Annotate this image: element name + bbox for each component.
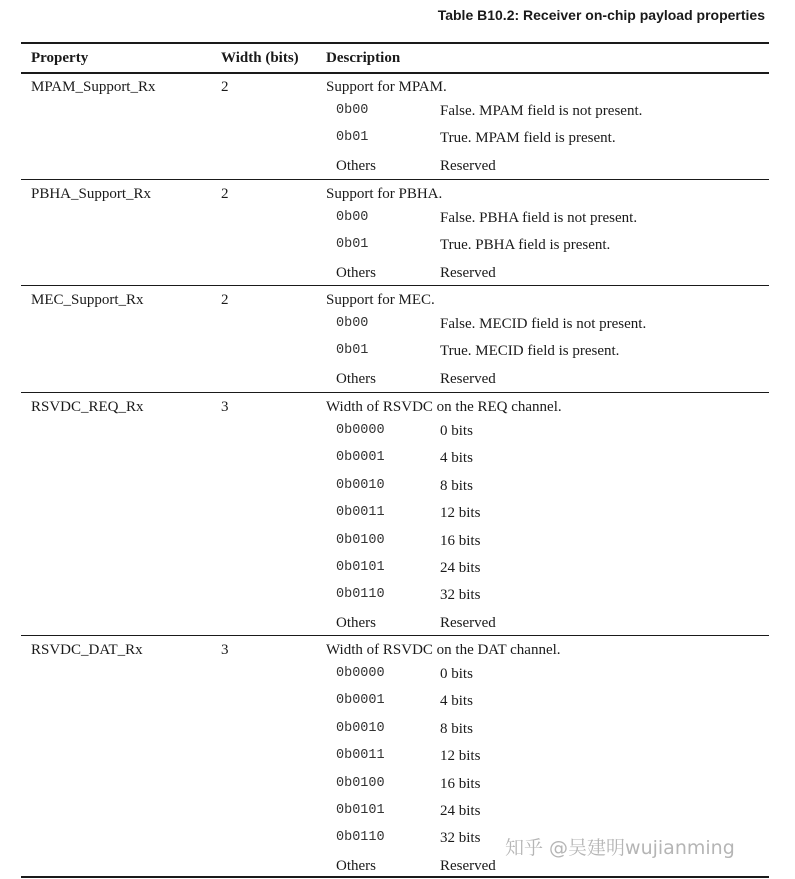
row-description: Support for MEC. bbox=[326, 292, 435, 308]
value-code: 0b0001 bbox=[336, 693, 385, 708]
value-code: 0b0101 bbox=[336, 803, 385, 818]
header-rule bbox=[21, 72, 769, 74]
value-meaning: True. MPAM field is present. bbox=[440, 130, 616, 146]
row-description: Width of RSVDC on the REQ channel. bbox=[326, 399, 562, 415]
value-code: 0b0100 bbox=[336, 776, 385, 791]
value-code: 0b01 bbox=[336, 237, 369, 252]
row-separator bbox=[21, 635, 769, 636]
value-code: Others bbox=[336, 615, 376, 631]
row-width: 2 bbox=[221, 292, 229, 308]
value-meaning: 4 bits bbox=[440, 693, 473, 709]
value-code: 0b0011 bbox=[336, 748, 385, 763]
value-meaning: 24 bits bbox=[440, 560, 481, 576]
row-description: Support for PBHA. bbox=[326, 186, 443, 202]
row-property: RSVDC_DAT_Rx bbox=[31, 642, 143, 658]
header-description: Description bbox=[326, 50, 401, 66]
value-code: 0b00 bbox=[336, 316, 369, 331]
row-width: 2 bbox=[221, 79, 229, 95]
value-meaning: False. MPAM field is not present. bbox=[440, 103, 643, 119]
value-meaning: False. MECID field is not present. bbox=[440, 316, 647, 332]
value-code: 0b0000 bbox=[336, 423, 385, 438]
row-property: MPAM_Support_Rx bbox=[31, 79, 156, 95]
header-property: Property bbox=[31, 50, 89, 66]
value-code: Others bbox=[336, 265, 376, 281]
value-code: 0b00 bbox=[336, 103, 369, 118]
value-code: Others bbox=[336, 858, 376, 874]
value-code: 0b0001 bbox=[336, 450, 385, 465]
value-code: 0b0101 bbox=[336, 560, 385, 575]
row-width: 3 bbox=[221, 642, 229, 658]
row-width: 3 bbox=[221, 399, 229, 415]
table-bottom-rule bbox=[21, 876, 769, 878]
row-separator bbox=[21, 392, 769, 393]
value-code: 0b0110 bbox=[336, 587, 385, 602]
value-code: 0b01 bbox=[336, 343, 369, 358]
value-meaning: 16 bits bbox=[440, 776, 481, 792]
value-meaning: 12 bits bbox=[440, 505, 481, 521]
row-width: 2 bbox=[221, 186, 229, 202]
value-code: 0b0110 bbox=[336, 830, 385, 845]
row-description: Support for MPAM. bbox=[326, 79, 447, 95]
value-meaning: Reserved bbox=[440, 858, 496, 874]
row-separator bbox=[21, 179, 769, 180]
row-property: RSVDC_REQ_Rx bbox=[31, 399, 144, 415]
value-code: 0b0100 bbox=[336, 533, 385, 548]
row-property: MEC_Support_Rx bbox=[31, 292, 144, 308]
value-code: 0b01 bbox=[336, 130, 369, 145]
value-meaning: 8 bits bbox=[440, 478, 473, 494]
row-description: Width of RSVDC on the DAT channel. bbox=[326, 642, 561, 658]
value-meaning: 24 bits bbox=[440, 803, 481, 819]
value-code: 0b0010 bbox=[336, 478, 385, 493]
table-caption: Table B10.2: Receiver on-chip payload properties bbox=[437, 7, 765, 23]
value-code: 0b0010 bbox=[336, 721, 385, 736]
table-top-rule bbox=[21, 42, 769, 44]
value-meaning: Reserved bbox=[440, 615, 496, 631]
value-meaning: 0 bits bbox=[440, 423, 473, 439]
value-meaning: 4 bits bbox=[440, 450, 473, 466]
value-meaning: True. MECID field is present. bbox=[440, 343, 620, 359]
value-meaning: 32 bits bbox=[440, 830, 481, 846]
value-meaning: Reserved bbox=[440, 371, 496, 387]
value-meaning: True. PBHA field is present. bbox=[440, 237, 611, 253]
value-code: 0b0000 bbox=[336, 666, 385, 681]
value-meaning: 16 bits bbox=[440, 533, 481, 549]
row-separator bbox=[21, 285, 769, 286]
value-meaning: Reserved bbox=[440, 265, 496, 281]
value-meaning: 8 bits bbox=[440, 721, 473, 737]
value-code: Others bbox=[336, 371, 376, 387]
watermark: 知乎 @吴建明wujianming bbox=[505, 837, 735, 859]
value-meaning: False. PBHA field is not present. bbox=[440, 210, 638, 226]
value-meaning: Reserved bbox=[440, 158, 496, 174]
row-property: PBHA_Support_Rx bbox=[31, 186, 152, 202]
value-code: 0b0011 bbox=[336, 505, 385, 520]
header-width: Width (bits) bbox=[221, 50, 299, 66]
value-meaning: 0 bits bbox=[440, 666, 473, 682]
value-meaning: 12 bits bbox=[440, 748, 481, 764]
value-code: 0b00 bbox=[336, 210, 369, 225]
value-meaning: 32 bits bbox=[440, 587, 481, 603]
value-code: Others bbox=[336, 158, 376, 174]
